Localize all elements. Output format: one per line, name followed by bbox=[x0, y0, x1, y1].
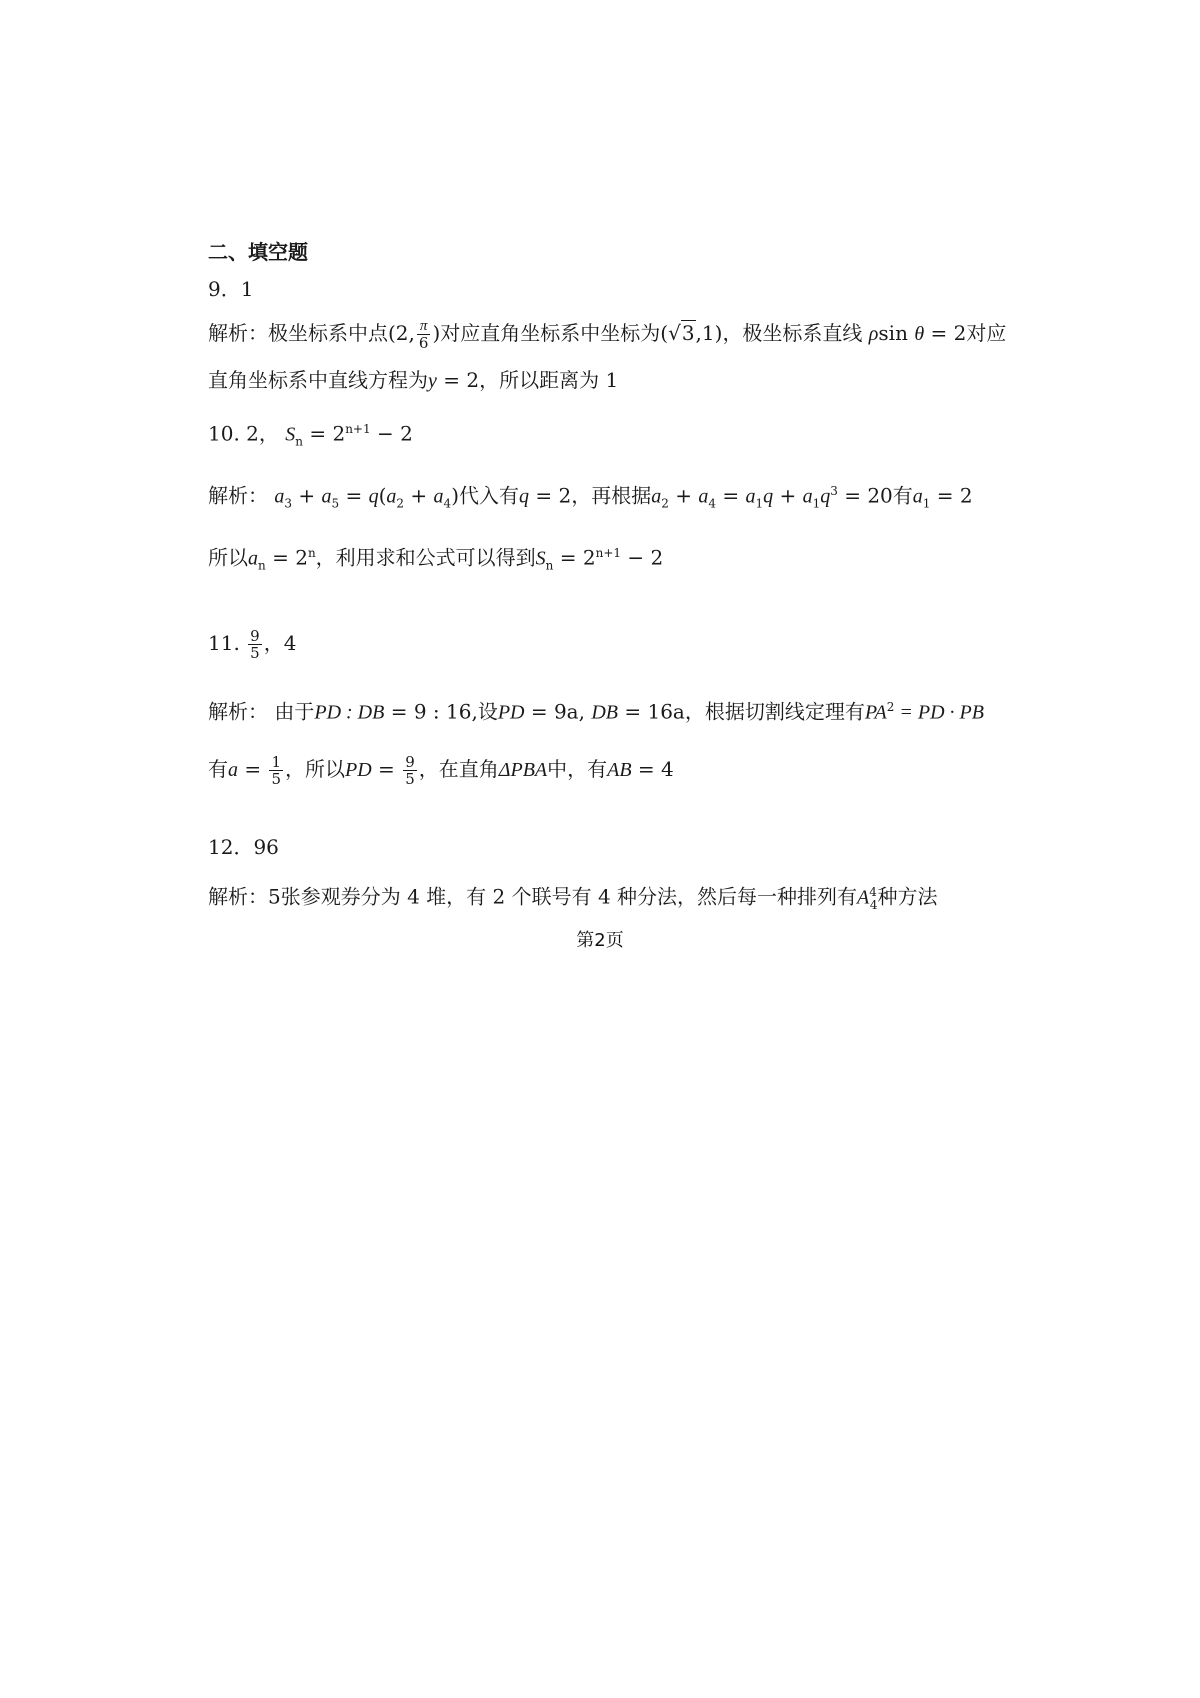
section-title: 二、填空题 bbox=[208, 240, 308, 264]
q11-analysis-line2: 有a = $\frac{1}{5}$ ，所以PD = $\frac{9}{5}$ ，在直角ΔPBA中，有AB = 4 bbox=[208, 753, 674, 788]
fraction-pi-6: $\frac{\pi}{6}$ bbox=[418, 318, 429, 352]
q11-answer: 11. $\frac{9}{5}$ ，4 bbox=[208, 627, 297, 662]
q10-analysis-line1: 解析： $a_3 + a_5 = q(a_2 + a_4)$代入有q = 2，再根据$a_2 + a_4 = a_1q + a_1q^3 = 20$有$a_1 = 2$ bbox=[208, 483, 973, 511]
q12-answer: 12．96 bbox=[208, 835, 279, 859]
q10-answer: 10. 2， $S_n = 2^{n+1} - 2$ bbox=[208, 421, 413, 449]
q11-analysis-line1: 解析： 由于PD : DB = 9 : 16,设PD = 9a, DB = 16a，根据切割线定理有$PA^2$ = PD · PB bbox=[208, 699, 984, 724]
q9-analysis-line2: 直角坐标系中直线方程为y = 2，所以距离为 1 bbox=[208, 368, 619, 392]
q10-analysis-line2: 所以$a_n = 2^n$，利用求和公式可以得到$S_n = 2^{n+1} - 2$ bbox=[208, 545, 664, 573]
fraction-9-5b: $\frac{9}{5}$ bbox=[405, 753, 415, 788]
page-number: 第2页 bbox=[576, 930, 624, 951]
fraction-9-5: $\frac{9}{5}$ bbox=[250, 627, 260, 662]
q12-analysis: 解析：5张参观券分为 4 堆，有 2 个联号有 4 种分法，然后每一种排列有$A^4_4$种方法 bbox=[208, 884, 938, 912]
fraction-1-5: $\frac{1}{5}$ bbox=[271, 753, 282, 788]
q9-analysis-line1: 解析：极坐标系中点(2, $\frac{\pi}{6}$ )对应直角坐标系中坐标为(√3,1)，极坐标系直线 ρsin θ = 2对应 bbox=[208, 318, 1007, 352]
q9-answer: 9．1 bbox=[208, 277, 254, 301]
